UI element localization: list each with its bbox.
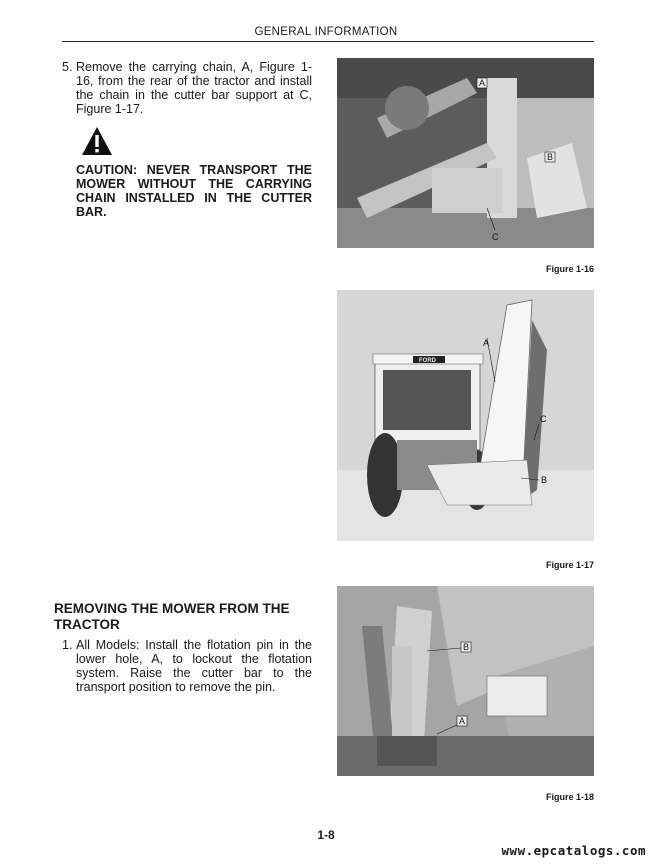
figure-1-16-label-b: B <box>547 152 554 162</box>
figure-1-16-label-c: C <box>492 232 499 242</box>
step-text: Remove the carrying chain, A, Figure 1-16, from the rear of the tractor and install the chain in the cutter bar support at C, Figure 1-17. <box>76 60 312 116</box>
figure-1-18-photo <box>337 586 594 776</box>
section-heading-line-1: REMOVING THE MOWER FROM THE <box>54 601 290 616</box>
warning-triangle-icon <box>81 126 113 156</box>
header-rule <box>62 41 594 42</box>
figure-1-18-caption: Figure 1-18 <box>545 792 594 802</box>
figure-1-16-label-a: A <box>479 78 486 88</box>
figure-1-16-caption: Figure 1-16 <box>545 264 594 274</box>
caution-line-3: CHAIN INSTALLED IN THE CUTTER BAR. <box>76 191 312 219</box>
page-number: 1-8 <box>317 828 335 842</box>
figure-1-18-label-b: B <box>463 642 470 652</box>
step-number: 1. <box>62 638 73 652</box>
caution-warning <box>76 163 312 219</box>
figure-1-17-label-c: C <box>540 414 547 424</box>
figure-1-18-label-a: A <box>459 716 466 726</box>
step-text: All Models: Install the flotation pin in the lower hole, A, to lockout the flotation system. Raise the cutter bar to the transport position to remove the pin. <box>76 638 312 694</box>
step-number: 5. <box>62 60 73 74</box>
page-header-title: GENERAL INFORMATION <box>254 26 398 38</box>
section-heading <box>54 601 314 633</box>
tractor-brand-decal: FORD <box>419 358 436 364</box>
caution-line-2: MOWER WITHOUT THE CARRYING <box>76 177 312 191</box>
figure-1-17-label-a: A <box>483 338 490 348</box>
figure-1-17-label-b: B <box>541 475 548 485</box>
section-heading-line-2: TRACTOR <box>54 617 120 632</box>
figure-1-16-photo <box>337 58 594 248</box>
caution-line-1: CAUTION: NEVER TRANSPORT THE <box>76 163 312 177</box>
watermark: www.epcatalogs.com <box>501 843 646 858</box>
figure-1-17-photo <box>337 290 594 541</box>
figure-1-17-caption: Figure 1-17 <box>545 560 594 570</box>
